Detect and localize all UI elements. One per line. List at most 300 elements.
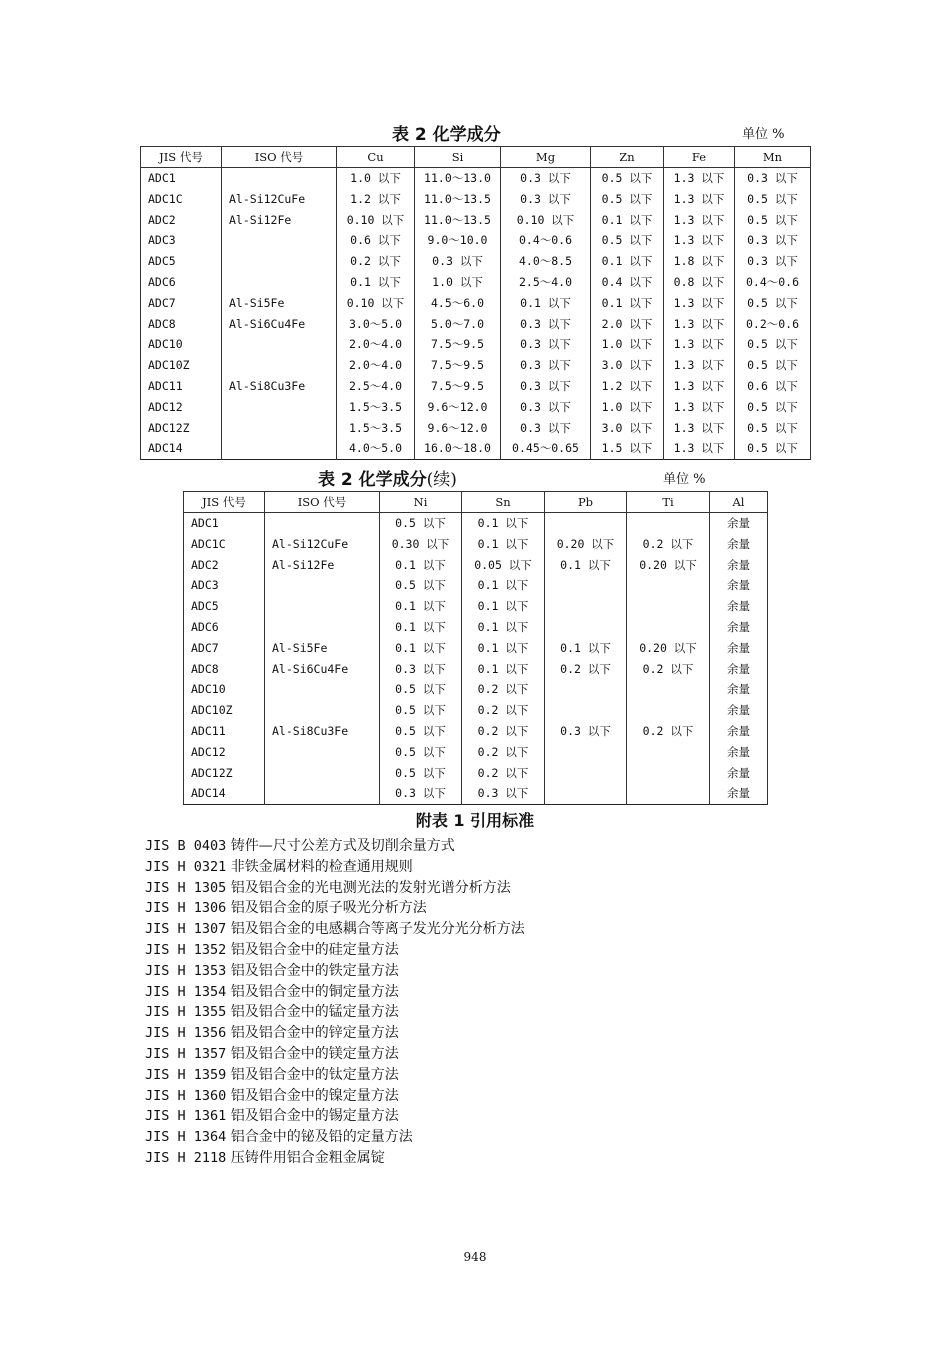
- table-cell: 0.8 以下: [664, 272, 735, 293]
- list-item: [145, 940, 525, 961]
- table-cell: 1.5～3.5: [337, 397, 415, 418]
- table1-title-row: [140, 120, 810, 144]
- table-cell: 0.3 以下: [501, 418, 591, 439]
- iso-code-cell: [222, 251, 337, 272]
- jis-code-cell: ADC10Z: [141, 355, 222, 376]
- table-cell: 0.4～0.6: [735, 272, 811, 293]
- table-cell: 0.3 以下: [735, 251, 811, 272]
- standard-code: JIS H 1353: [145, 962, 227, 979]
- table-cell: 11.0～13.0: [415, 168, 501, 189]
- table-cell: 0.1 以下: [380, 638, 462, 659]
- table-cell: [627, 700, 710, 721]
- table-cell: 1.5 以下: [591, 438, 664, 459]
- table-cell: 1.0 以下: [337, 168, 415, 189]
- table-cell: 1.0 以下: [591, 397, 664, 418]
- table-cell: 0.5 以下: [735, 293, 811, 314]
- table-cell: 0.2 以下: [462, 763, 545, 784]
- table-cell: 9.0～10.0: [415, 230, 501, 251]
- iso-code-cell: [265, 679, 380, 700]
- standard-name: 铝及铝合金中的铁定量方法: [230, 962, 399, 979]
- jis-code-cell: ADC1C: [184, 534, 265, 555]
- table-cell: 余量: [710, 575, 768, 596]
- page-number: 948: [463, 1250, 487, 1264]
- column-header: ISO 代号: [265, 492, 380, 513]
- table-cell: 2.5～4.0: [337, 376, 415, 397]
- table-row: [141, 272, 811, 293]
- table-cell: 0.5 以下: [735, 438, 811, 459]
- jis-code-cell: ADC7: [141, 293, 222, 314]
- table-cell: 0.3 以下: [501, 355, 591, 376]
- iso-code-cell: Al-Si8Cu3Fe: [222, 376, 337, 397]
- table-cell: [545, 763, 627, 784]
- column-header: Sn: [462, 492, 545, 513]
- table-cell: 16.0～18.0: [415, 438, 501, 459]
- iso-code-cell: [222, 230, 337, 251]
- list-item: [145, 836, 525, 857]
- standard-name: 铸件—尺寸公差方式及切削余量方式: [230, 838, 455, 854]
- table-cell: 0.3 以下: [501, 314, 591, 335]
- table-row: [184, 742, 768, 763]
- iso-code-cell: Al-Si5Fe: [222, 293, 337, 314]
- iso-code-cell: Al-Si12CuFe: [222, 189, 337, 210]
- table-cell: 1.3 以下: [664, 230, 735, 251]
- table-cell: 0.5 以下: [380, 721, 462, 742]
- standard-name: 铝及铝合金的电感耦合等离子发光分光分析方法: [230, 921, 525, 938]
- list-item: [145, 1086, 525, 1107]
- table-cell: 0.3 以下: [380, 659, 462, 680]
- reference-standards-list: [145, 836, 525, 1169]
- table-cell: 0.3 以下: [501, 189, 591, 210]
- table-row: [141, 418, 811, 439]
- table-cell: 0.5 以下: [735, 418, 811, 439]
- column-header: ISO 代号: [222, 147, 337, 168]
- table-cell: 0.3 以下: [735, 230, 811, 251]
- table-cell: 2.0～4.0: [337, 355, 415, 376]
- iso-code-cell: [222, 438, 337, 459]
- jis-code-cell: ADC1: [141, 168, 222, 189]
- table-cell: 4.5～6.0: [415, 293, 501, 314]
- standard-name: 非铁金属材料的检查通用规则: [230, 858, 413, 875]
- table-row: [184, 513, 768, 534]
- table-cell: 1.0 以下: [591, 334, 664, 355]
- column-header: Fe: [664, 147, 735, 168]
- table-cell: 0.05 以下: [462, 555, 545, 576]
- table-cell: 7.5～9.5: [415, 355, 501, 376]
- table-cell: [627, 575, 710, 596]
- table-cell: 0.2 以下: [462, 742, 545, 763]
- table-cell: [545, 700, 627, 721]
- table-cell: [627, 742, 710, 763]
- standard-code: JIS H 1307: [145, 921, 227, 938]
- table-cell: 0.1 以下: [380, 617, 462, 638]
- table-cell: 7.5～9.5: [415, 376, 501, 397]
- table-cell: 0.1 以下: [380, 596, 462, 617]
- standard-name: 铝及铝合金中的镍定量方法: [230, 1087, 399, 1104]
- table-row: [141, 397, 811, 418]
- table1-unit: 单位 %: [742, 127, 785, 142]
- table-cell: 余量: [710, 721, 768, 742]
- jis-code-cell: ADC12: [141, 397, 222, 418]
- table-cell: 2.0 以下: [591, 314, 664, 335]
- standard-name: 铝及铝合金的光电测光法的发射光谱分析方法: [230, 879, 511, 896]
- table-cell: 0.10 以下: [337, 210, 415, 231]
- table-cell: 0.5 以下: [735, 189, 811, 210]
- table-cell: [545, 679, 627, 700]
- table-cell: 1.3 以下: [664, 355, 735, 376]
- table-cell: 1.3 以下: [664, 210, 735, 231]
- table-cell: 1.3 以下: [664, 168, 735, 189]
- table-cell: 余量: [710, 679, 768, 700]
- column-header: Cu: [337, 147, 415, 168]
- table1-title: 表 2 化学成分: [392, 125, 501, 145]
- standard-code: JIS H 1364: [145, 1129, 227, 1146]
- table-row: [141, 334, 811, 355]
- table-cell: 0.3 以下: [462, 783, 545, 804]
- table-cell: 0.3 以下: [501, 168, 591, 189]
- table-cell: 1.5～3.5: [337, 418, 415, 439]
- table-cell: 0.5 以下: [380, 575, 462, 596]
- table-cell: 0.5 以下: [380, 742, 462, 763]
- table-cell: 0.5 以下: [380, 700, 462, 721]
- jis-code-cell: ADC14: [184, 783, 265, 804]
- appendix-title: 附表 1 引用标准: [415, 811, 535, 830]
- table2-body: [184, 513, 768, 805]
- table-cell: [627, 617, 710, 638]
- iso-code-cell: Al-Si12Fe: [222, 210, 337, 231]
- table-row: [184, 617, 768, 638]
- table-cell: 0.1 以下: [462, 638, 545, 659]
- column-header: JIS 代号: [184, 492, 265, 513]
- standard-name: 铝及铝合金中的钛定量方法: [230, 1066, 399, 1083]
- table-cell: 1.3 以下: [664, 334, 735, 355]
- table-cell: 余量: [710, 555, 768, 576]
- jis-code-cell: ADC2: [141, 210, 222, 231]
- table-cell: 余量: [710, 659, 768, 680]
- table-cell: 余量: [710, 700, 768, 721]
- table-cell: 0.30 以下: [380, 534, 462, 555]
- standard-name: 铝及铝合金中的锰定量方法: [230, 1004, 399, 1021]
- table-cell: [545, 742, 627, 763]
- table-cell: 余量: [710, 617, 768, 638]
- table-row: [141, 168, 811, 189]
- column-header: Ti: [627, 492, 710, 513]
- column-header: Si: [415, 147, 501, 168]
- standard-code: JIS H 1352: [145, 941, 227, 958]
- table-cell: 0.1 以下: [591, 210, 664, 231]
- standard-code: JIS H 1305: [145, 879, 227, 896]
- list-item: [145, 1106, 525, 1127]
- iso-code-cell: [265, 700, 380, 721]
- jis-code-cell: ADC8: [184, 659, 265, 680]
- table-cell: 1.3 以下: [664, 438, 735, 459]
- table-row: [141, 376, 811, 397]
- table-cell: 0.3 以下: [501, 376, 591, 397]
- table-cell: 1.2 以下: [337, 189, 415, 210]
- standard-code: JIS H 0321: [145, 858, 227, 875]
- standard-name: 铝合金中的铋及铅的定量方法: [230, 1129, 413, 1146]
- table-cell: 0.1 以下: [591, 251, 664, 272]
- table-cell: 0.1 以下: [462, 513, 545, 534]
- table-row: [184, 783, 768, 804]
- table-cell: 0.20 以下: [627, 555, 710, 576]
- table-cell: 11.0～13.5: [415, 189, 501, 210]
- standard-name: 铝及铝合金中的锌定量方法: [230, 1025, 399, 1042]
- table-cell: 0.1 以下: [545, 638, 627, 659]
- iso-code-cell: [222, 397, 337, 418]
- list-item: [145, 961, 525, 982]
- table-cell: 0.1 以下: [591, 293, 664, 314]
- table-cell: 0.3 以下: [415, 251, 501, 272]
- table-row: [141, 210, 811, 231]
- iso-code-cell: [265, 596, 380, 617]
- table-cell: 0.2～0.6: [735, 314, 811, 335]
- jis-code-cell: ADC6: [184, 617, 265, 638]
- table-cell: 0.2 以下: [545, 659, 627, 680]
- table-cell: 0.1 以下: [545, 555, 627, 576]
- jis-code-cell: ADC5: [141, 251, 222, 272]
- table-row: [141, 314, 811, 335]
- column-header: Pb: [545, 492, 627, 513]
- table-cell: 0.5 以下: [380, 679, 462, 700]
- table-cell: 9.6～12.0: [415, 397, 501, 418]
- iso-code-cell: Al-Si6Cu4Fe: [222, 314, 337, 335]
- jis-code-cell: ADC1: [184, 513, 265, 534]
- table-cell: 0.5 以下: [591, 168, 664, 189]
- table-cell: 余量: [710, 763, 768, 784]
- list-item: [145, 919, 525, 940]
- table-cell: 0.1 以下: [462, 575, 545, 596]
- iso-code-cell: [222, 355, 337, 376]
- table-cell: 5.0～7.0: [415, 314, 501, 335]
- standard-name: 铝及铝合金中的镁定量方法: [230, 1045, 399, 1062]
- table1-header-row: [141, 147, 811, 168]
- table-cell: 1.8 以下: [664, 251, 735, 272]
- table-cell: [627, 679, 710, 700]
- iso-code-cell: Al-Si12Fe: [265, 555, 380, 576]
- table-row: [141, 230, 811, 251]
- table-cell: 7.5～9.5: [415, 334, 501, 355]
- jis-code-cell: ADC10Z: [184, 700, 265, 721]
- jis-code-cell: ADC2: [184, 555, 265, 576]
- table-cell: 0.2 以下: [337, 251, 415, 272]
- table-row: [141, 251, 811, 272]
- table-cell: 0.2 以下: [462, 700, 545, 721]
- table-cell: 0.4 以下: [591, 272, 664, 293]
- table-cell: 0.1 以下: [380, 555, 462, 576]
- table-cell: 0.5 以下: [591, 230, 664, 251]
- table-cell: 余量: [710, 638, 768, 659]
- standard-code: JIS H 1360: [145, 1087, 227, 1104]
- table-cell: 0.1 以下: [462, 534, 545, 555]
- table-cell: 1.3 以下: [664, 376, 735, 397]
- table-cell: 0.3 以下: [735, 168, 811, 189]
- table-cell: 9.6～12.0: [415, 418, 501, 439]
- jis-code-cell: ADC12: [184, 742, 265, 763]
- table2-header-row: [184, 492, 768, 513]
- list-item: [145, 1127, 525, 1148]
- standard-name: 压铸件用铝合金粗金属锭: [230, 1149, 385, 1166]
- table-cell: 0.5 以下: [591, 189, 664, 210]
- list-item: [145, 878, 525, 899]
- table-cell: [545, 575, 627, 596]
- table-cell: 2.0～4.0: [337, 334, 415, 355]
- jis-code-cell: ADC5: [184, 596, 265, 617]
- table-cell: 余量: [710, 534, 768, 555]
- column-header: Al: [710, 492, 768, 513]
- column-header: Mn: [735, 147, 811, 168]
- jis-code-cell: ADC1C: [141, 189, 222, 210]
- iso-code-cell: [265, 617, 380, 638]
- iso-code-cell: Al-Si12CuFe: [265, 534, 380, 555]
- iso-code-cell: [222, 334, 337, 355]
- iso-code-cell: [265, 513, 380, 534]
- list-item: [145, 857, 525, 878]
- table-cell: 0.10 以下: [337, 293, 415, 314]
- table-row: [184, 763, 768, 784]
- table-cell: 3.0 以下: [591, 418, 664, 439]
- table-cell: 1.2 以下: [591, 376, 664, 397]
- table-row: [141, 189, 811, 210]
- table-row: [184, 638, 768, 659]
- list-item: [145, 1023, 525, 1044]
- standard-name: 铝及铝合金中的锡定量方法: [230, 1108, 399, 1125]
- jis-code-cell: ADC7: [184, 638, 265, 659]
- table2-title-suffix: (续): [426, 470, 457, 490]
- column-header: Ni: [380, 492, 462, 513]
- table-cell: 1.3 以下: [664, 293, 735, 314]
- standard-code: JIS H 1357: [145, 1045, 227, 1062]
- table-row: [184, 534, 768, 555]
- jis-code-cell: ADC11: [184, 721, 265, 742]
- jis-code-cell: ADC3: [184, 575, 265, 596]
- table2-unit: 单位 %: [663, 472, 706, 487]
- iso-code-cell: Al-Si6Cu4Fe: [265, 659, 380, 680]
- table2-title-main: 表 2 化学成分: [318, 470, 427, 490]
- jis-code-cell: ADC10: [141, 334, 222, 355]
- table-cell: 0.6 以下: [735, 376, 811, 397]
- standard-code: JIS H 1355: [145, 1004, 227, 1021]
- table-cell: 0.5 以下: [735, 355, 811, 376]
- iso-code-cell: Al-Si5Fe: [265, 638, 380, 659]
- table-row: [184, 555, 768, 576]
- table-cell: 0.2 以下: [627, 534, 710, 555]
- table-cell: 0.2 以下: [462, 721, 545, 742]
- table-cell: [627, 596, 710, 617]
- list-item: [145, 1148, 525, 1169]
- table-cell: 3.0 以下: [591, 355, 664, 376]
- table-cell: 1.3 以下: [664, 189, 735, 210]
- list-item: [145, 1044, 525, 1065]
- table-row: [141, 293, 811, 314]
- table-row: [184, 721, 768, 742]
- table-cell: 0.3 以下: [380, 783, 462, 804]
- table1-body: [141, 168, 811, 460]
- standard-code: JIS H 1361: [145, 1108, 227, 1125]
- table-cell: [545, 596, 627, 617]
- table-cell: 0.4～0.6: [501, 230, 591, 251]
- jis-code-cell: ADC10: [184, 679, 265, 700]
- table-cell: [545, 513, 627, 534]
- table-cell: 4.0～5.0: [337, 438, 415, 459]
- list-item: [145, 898, 525, 919]
- table-cell: 0.20 以下: [545, 534, 627, 555]
- iso-code-cell: [222, 418, 337, 439]
- table-cell: 0.5 以下: [380, 763, 462, 784]
- table-cell: 0.2 以下: [627, 659, 710, 680]
- table-cell: 0.45～0.65: [501, 438, 591, 459]
- standard-name: 铝及铝合金中的硅定量方法: [230, 941, 399, 958]
- table2-title-row: [183, 465, 767, 489]
- table-cell: 0.1 以下: [462, 617, 545, 638]
- table-cell: 0.5 以下: [735, 334, 811, 355]
- table-cell: 0.2 以下: [627, 721, 710, 742]
- standard-code: JIS H 2118: [145, 1149, 227, 1166]
- table-cell: 0.2 以下: [462, 679, 545, 700]
- table-row: [184, 659, 768, 680]
- standard-code: JIS H 1359: [145, 1066, 227, 1083]
- table1-chemical-composition: [140, 146, 811, 460]
- standard-code: JIS H 1306: [145, 900, 227, 917]
- table-cell: 4.0～8.5: [501, 251, 591, 272]
- table-cell: 0.3 以下: [545, 721, 627, 742]
- iso-code-cell: [222, 168, 337, 189]
- table-row: [184, 575, 768, 596]
- table-cell: 0.1 以下: [462, 596, 545, 617]
- column-header: Mg: [501, 147, 591, 168]
- table-cell: 0.5 以下: [380, 513, 462, 534]
- jis-code-cell: ADC12Z: [184, 763, 265, 784]
- table-row: [184, 700, 768, 721]
- table-cell: 余量: [710, 513, 768, 534]
- jis-code-cell: ADC12Z: [141, 418, 222, 439]
- table-cell: 0.3 以下: [501, 397, 591, 418]
- table-cell: 0.5 以下: [735, 210, 811, 231]
- table-cell: 1.0 以下: [415, 272, 501, 293]
- table-cell: 0.3 以下: [501, 334, 591, 355]
- table-cell: 3.0～5.0: [337, 314, 415, 335]
- standard-name: 铝及铝合金的原子吸光分析方法: [230, 900, 427, 917]
- jis-code-cell: ADC3: [141, 230, 222, 251]
- table2-title: [318, 465, 457, 490]
- column-header: JIS 代号: [141, 147, 222, 168]
- table-cell: 余量: [710, 783, 768, 804]
- table-cell: [627, 513, 710, 534]
- table2-chemical-composition-continued: [183, 491, 768, 805]
- table-cell: 0.5 以下: [735, 397, 811, 418]
- table-cell: [627, 783, 710, 804]
- jis-code-cell: ADC6: [141, 272, 222, 293]
- table-cell: 0.1 以下: [337, 272, 415, 293]
- table-cell: 余量: [710, 742, 768, 763]
- standard-code: JIS H 1354: [145, 983, 227, 1000]
- list-item: [145, 1002, 525, 1023]
- standard-name: 铝及铝合金中的铜定量方法: [230, 983, 399, 1000]
- table-cell: 2.5～4.0: [501, 272, 591, 293]
- iso-code-cell: [265, 783, 380, 804]
- column-header: Zn: [591, 147, 664, 168]
- iso-code-cell: [265, 763, 380, 784]
- list-item: [145, 982, 525, 1003]
- table-row: [141, 355, 811, 376]
- table-cell: 0.10 以下: [501, 210, 591, 231]
- table-cell: [627, 763, 710, 784]
- table-cell: 余量: [710, 596, 768, 617]
- jis-code-cell: ADC11: [141, 376, 222, 397]
- jis-code-cell: ADC14: [141, 438, 222, 459]
- table-row: [184, 679, 768, 700]
- iso-code-cell: [222, 272, 337, 293]
- table-cell: 1.3 以下: [664, 397, 735, 418]
